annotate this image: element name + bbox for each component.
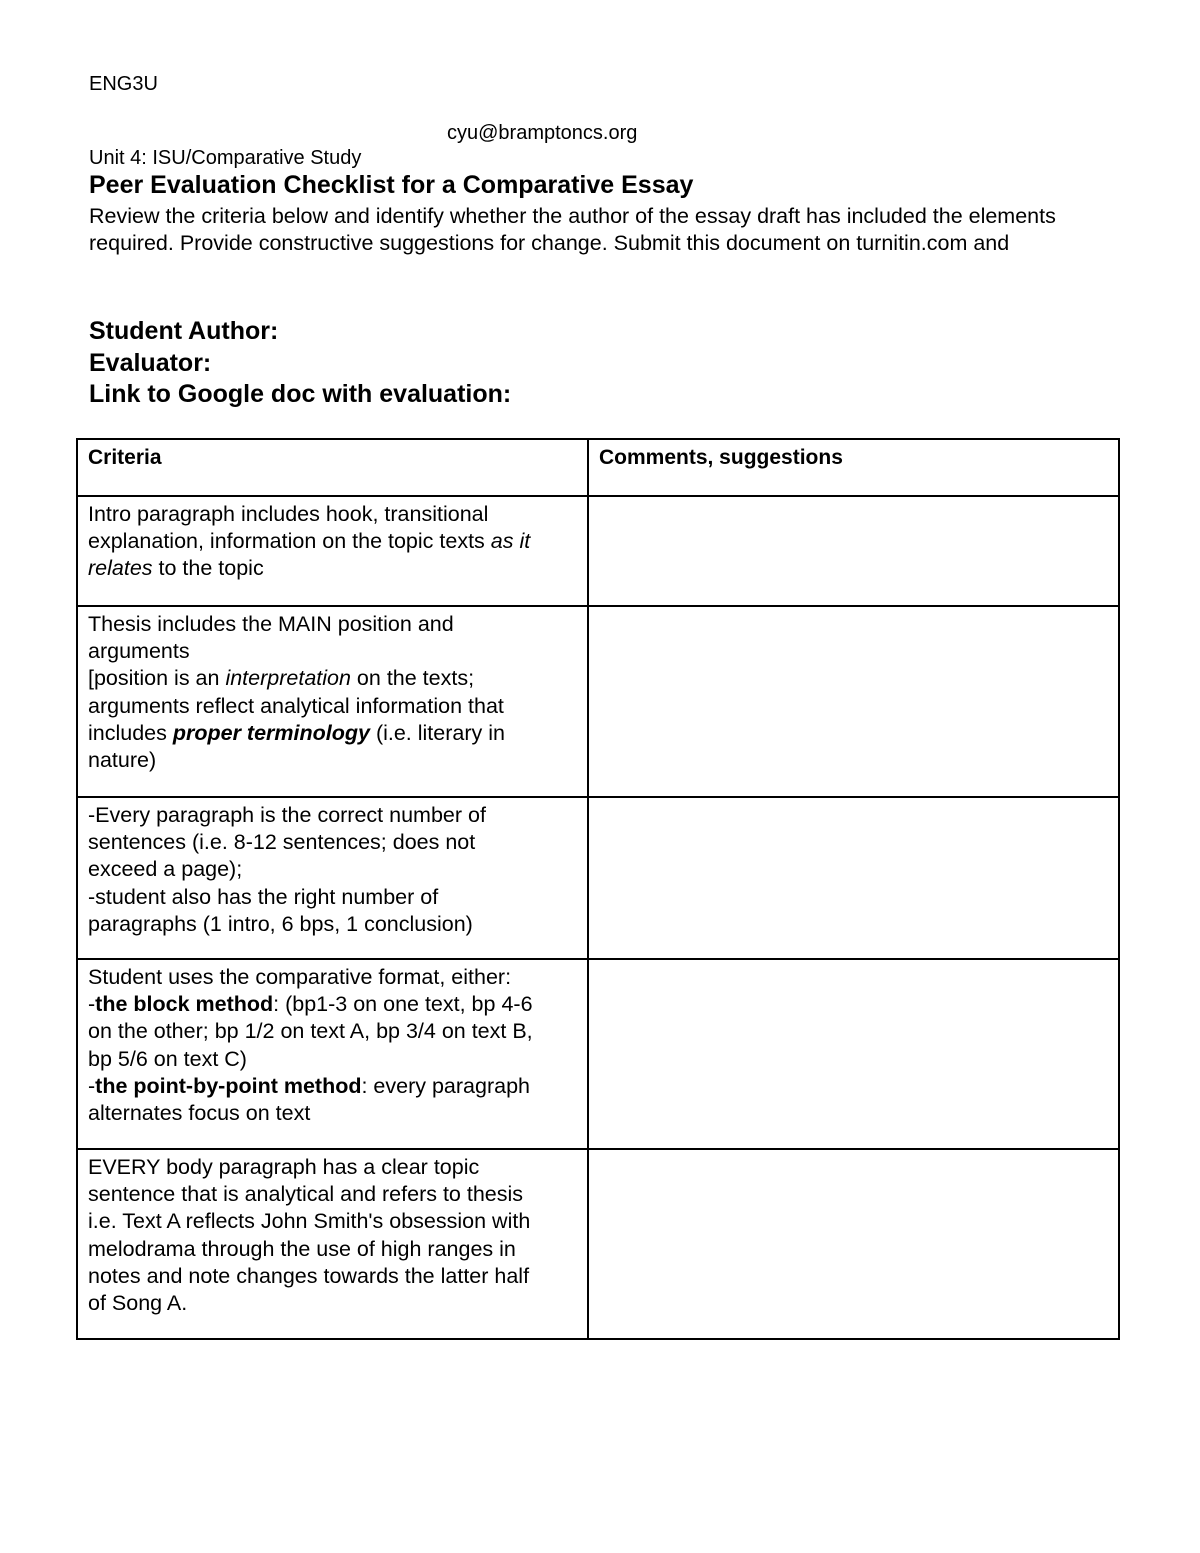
- criteria-cell: -Every paragraph is the correct number of sentences (i.e. 8-12 sentences; does not exceed a page); -student also has the right number of paragraphs (1 intro, 6 bps, 1 conclusion): [77, 797, 588, 959]
- criteria-header: Criteria: [77, 439, 588, 496]
- student-author-label: Student Author:: [89, 317, 279, 345]
- criteria-cell: Student uses the comparative format, either: -the block method: (bp1-3 on one text, bp 4-6 on the other; bp 1/2 on text A, bp 3/4 on text B, bp 5/6 on text C) -the point-by-point method: every paragraph alternates focus on text: [77, 959, 588, 1149]
- table-row: [77, 606, 1119, 797]
- teacher-email: cyu@bramptoncs.org: [447, 122, 638, 144]
- comments-header: Comments, suggestions: [588, 439, 1119, 496]
- table-header-row: [77, 439, 1119, 496]
- form-fields: [89, 316, 511, 411]
- unit-label: Unit 4: ISU/Comparative Study: [89, 147, 362, 169]
- instructions: Review the criteria below and identify whether the author of the essay draft has included the elements required. Provide constructive suggestions for change. Submit this document on turnitin.com and: [89, 204, 1056, 255]
- evaluator-label: Evaluator:: [89, 348, 212, 377]
- comment-cell[interactable]: [588, 606, 1119, 797]
- criteria-cell: EVERY body paragraph has a clear topic sentence that is analytical and refers to thesis i.e. Text A reflects John Smith's obsession with melodrama through the use of high ranges in notes and note changes towards the latter half of Song A.: [77, 1149, 588, 1339]
- table-row: [77, 959, 1119, 1149]
- table-row: [77, 797, 1119, 959]
- comment-cell[interactable]: [588, 959, 1119, 1149]
- criteria-cell: Thesis includes the MAIN position and arguments [position is an interpretation on the texts; arguments reflect analytical information that includes proper terminology (i.e. literary in nature): [77, 606, 588, 797]
- table-row: [77, 496, 1119, 606]
- comment-cell[interactable]: [588, 1149, 1119, 1339]
- table-row: [77, 1149, 1119, 1339]
- course-code: ENG3U: [89, 73, 158, 95]
- comment-cell[interactable]: [588, 496, 1119, 606]
- comment-cell[interactable]: [588, 797, 1119, 959]
- criteria-cell: Intro paragraph includes hook, transitional explanation, information on the topic texts as it relates to the topic: [77, 496, 588, 606]
- page-title: Peer Evaluation Checklist for a Comparative Essay: [89, 171, 694, 199]
- criteria-table: [76, 438, 1120, 1340]
- google-doc-link-label: Link to Google doc with evaluation:: [89, 380, 512, 408]
